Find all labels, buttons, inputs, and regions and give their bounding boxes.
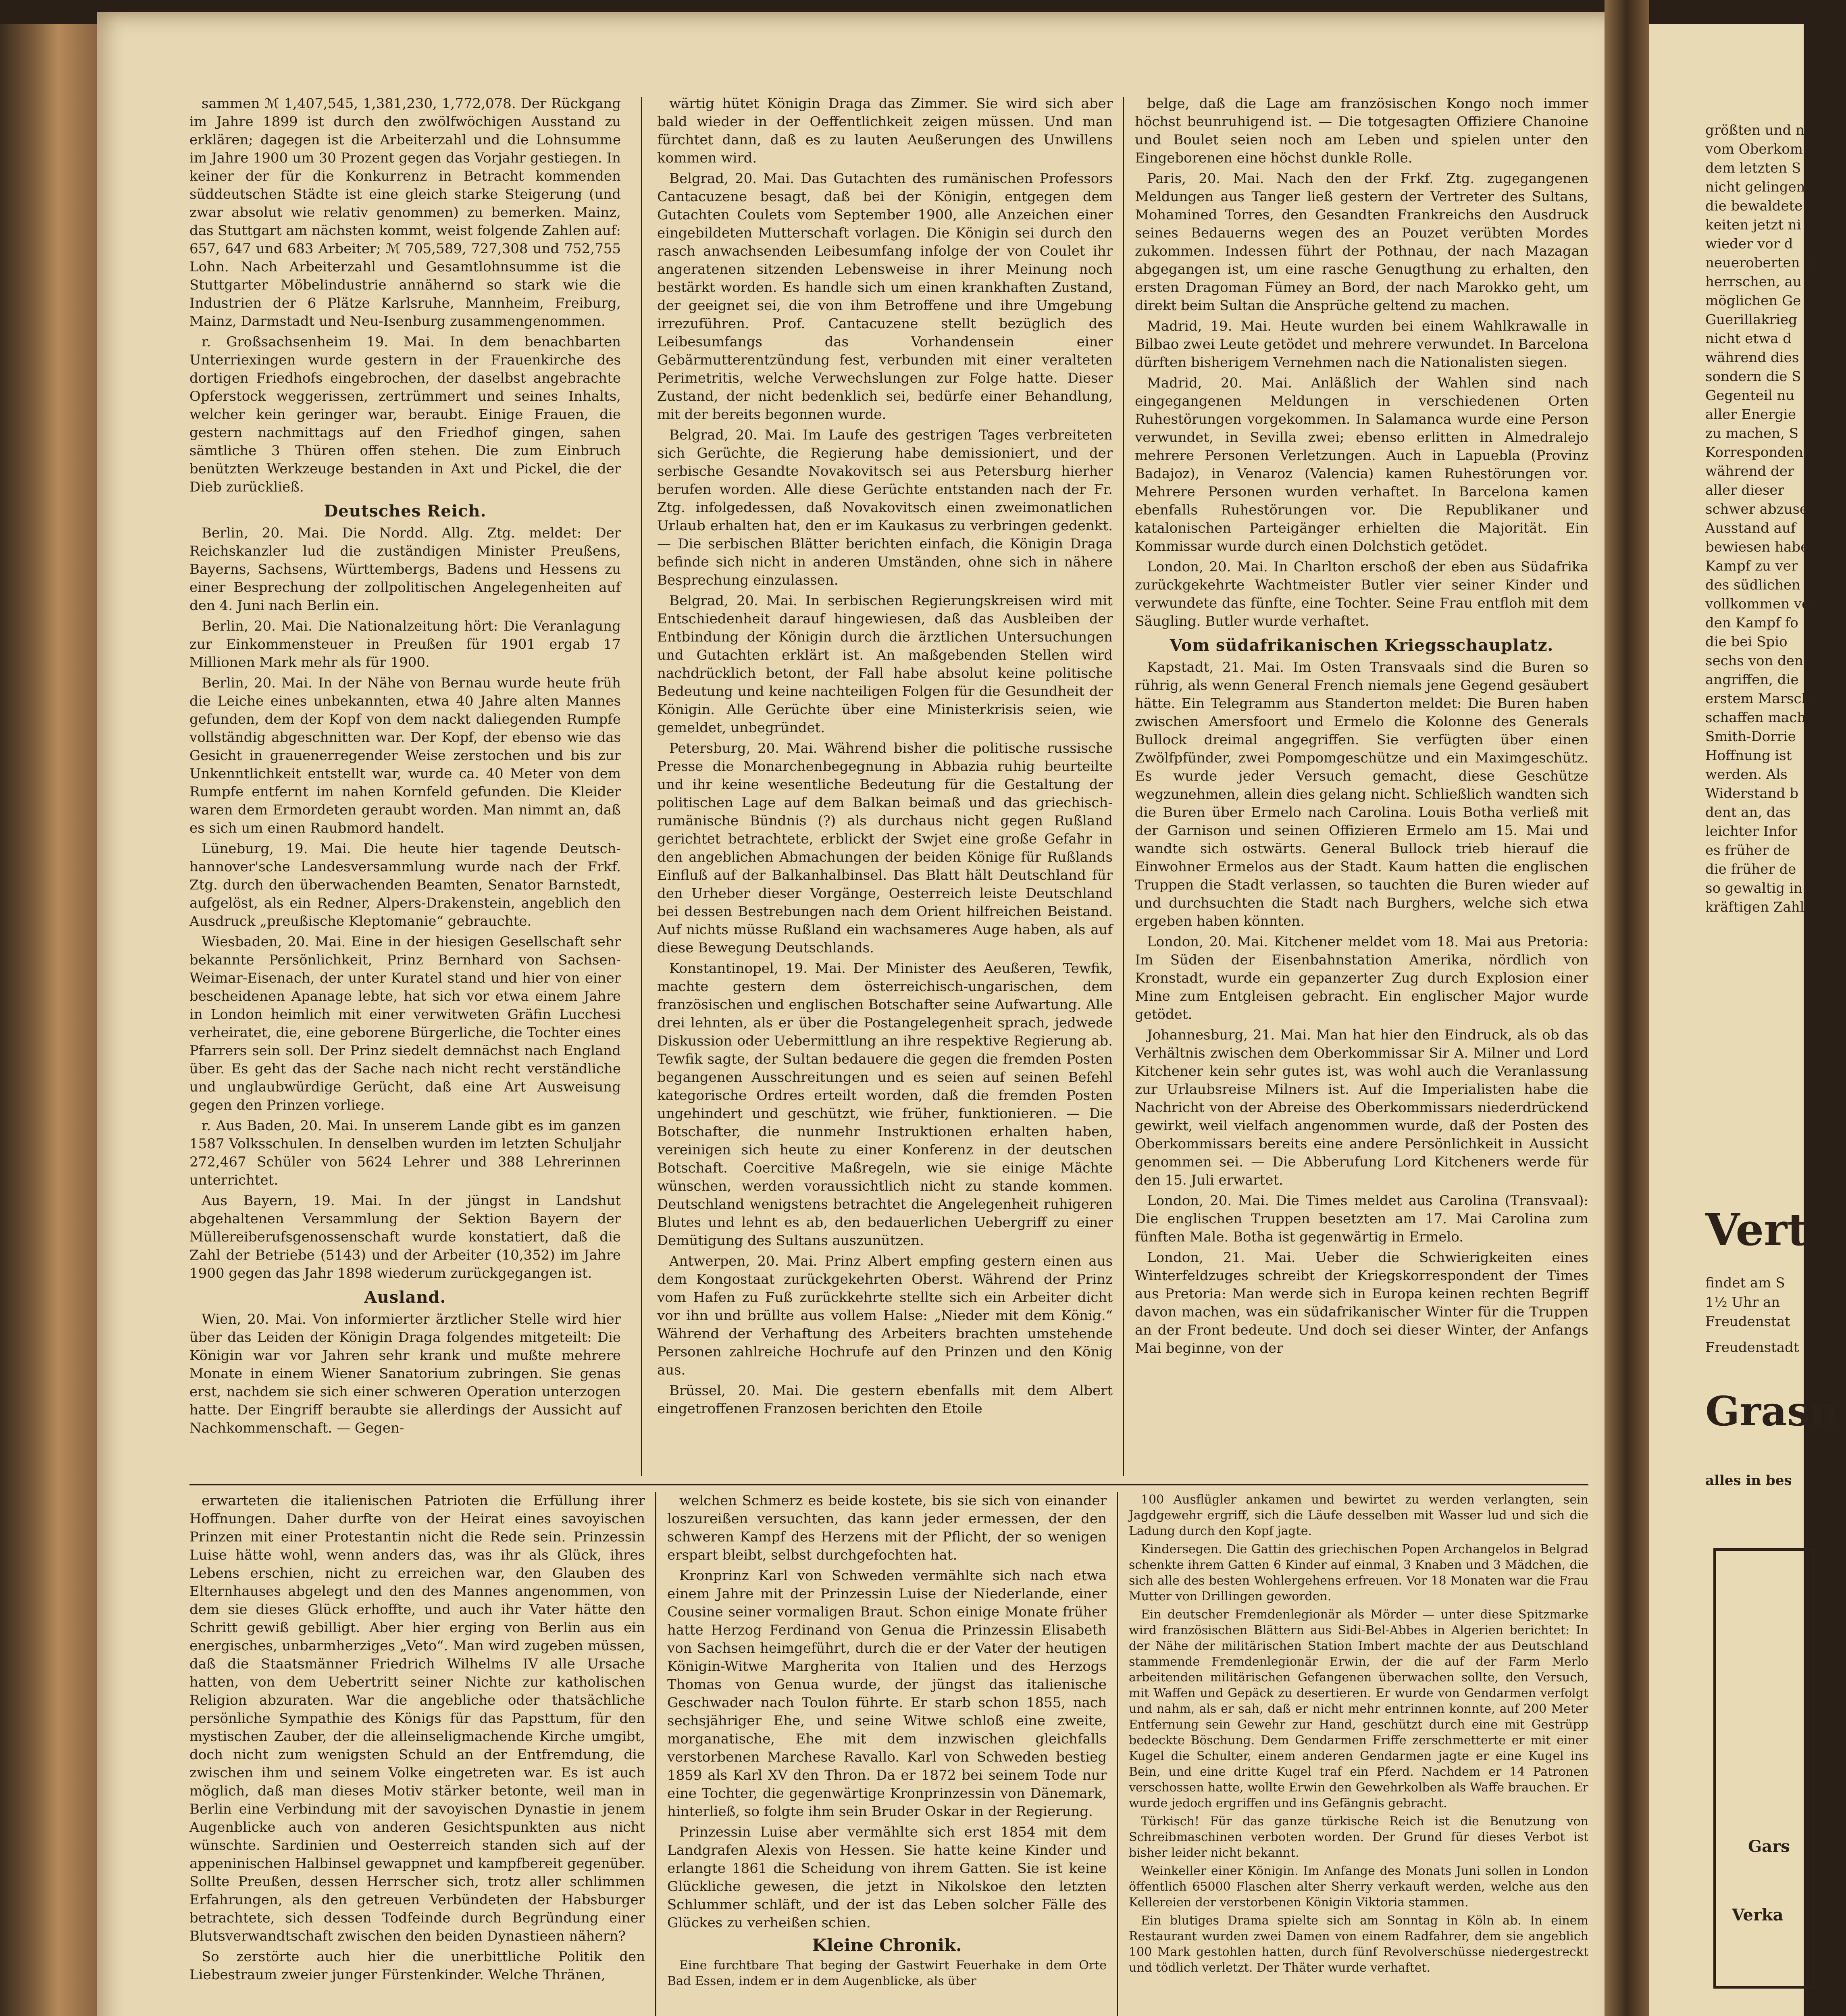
next-page-text-line: Ausstand auf <box>1705 520 1796 536</box>
paragraph: Eine furchtbare That beging der Gastwirt Feuerhake in dem Orte Bad Essen, indem er in dem Augenblicke, als über <box>667 1958 1107 1988</box>
paragraph: Brüssel, 20. Mai. Die gestern ebenfalls mit dem Albert eingetroffenen Franzosen berichten den Etoile <box>657 1383 1113 1417</box>
book-gutter <box>1605 0 1649 2016</box>
next-page-text-line: schaffen mach <box>1705 710 1806 726</box>
column-upper-left <box>189 95 621 1474</box>
next-page-text-line: herrschen, au <box>1705 274 1802 290</box>
paragraph: Belgrad, 20. Mai. In serbischen Regierungskreisen wird mit Entschiedenheit darauf hingewiesen, daß das Ausbleiben der Entbindung der Königin durch die ärztlichen Untersuchungen und Gutachten erklärt ist. An maßgebenden Stellen wird nachdrücklich betont, der Fall habe absolut keine politische Bedeutung und keine nachteiligen Folgen für die Gesundheit der Königin. Alle Gerüchte über eine Ministerkrisis seien, wie gemeldet, unbegründet. <box>657 593 1113 736</box>
next-page-text-line: Kampf zu ver <box>1705 558 1798 574</box>
next-page-text-line: nicht gelingen <box>1705 179 1805 195</box>
next-page-text-line: dem letzten S <box>1705 160 1801 176</box>
next-page-text-line: Guerillakrieg <box>1705 312 1797 328</box>
next-page-text-line: des südlichen <box>1705 577 1800 593</box>
paragraph: Petersburg, 20. Mai. Während bisher die politische russische Presse die Monarchenbegegnung in Abbazia ruhig beurteilte und ihr keine wesentliche Bedeutung für die Gestaltung der politischen Lage auf dem Balkan beimaß und das griechisch-rumänische Bündnis (?) als durchaus nicht gegen Rußland gerichtet betrachtete, erblickt der Swjet eine große Gefahr in den angeblichen Abmachungen der beiden Könige für Rußlands Einfluß auf der Balkanhalbinsel. Das Blatt hält Deutschland für den Urheber dieser Vorgänge, Oesterreich leiste Deutschland bei dessen Bestrebungen nach dem Orient hilfreichen Beistand. Auf nichts müsse Rußland ein wachsameres Auge haben, als auf diese Bewegung Deutschlands. <box>657 740 1113 956</box>
paragraph: Belgrad, 20. Mai. Das Gutachten des rumänischen Professors Cantacuzene besagt, daß bei der Königin, entgegen dem Gutachten Coulets vom September 1900, alle Anzeichen einer eingebildeten Mutterschaft vorlagen. Die Königin sei durch den rasch anwachsenden Leibesumfang infolge der von Coulet ihr angeratenen sitzenden Lebensweise in ihrer Meinung noch bestärkt worden. Es handle sich um einen krankhaften Zustand, der geeignet sei, die von ihm Betroffene und ihre Umgebung irrezuführen. Prof. Cantacuzene stellt bezüglich des Leibesumfangs das Vorhandensein einer Gebärmutterentzündung fest, verbunden mit einer veralteten Perimetritis, welche Verwechslungen zur Folge hatte. Dieser Zustand, der nicht bedenklich sei, bedürfe einer Behandlung, mit der bereits begonnen wurde. <box>657 171 1113 423</box>
next-page-text-line: es früher de <box>1705 842 1790 858</box>
paragraph: Berlin, 20. Mai. Die Nationalzeitung hört: Die Veranlagung zur Einkommensteuer in Preußen für 1901 ergab 17 Millionen Mark mehr als für 1900. <box>189 618 621 671</box>
column-rule <box>641 97 642 1476</box>
paragraph: erwarteten die italienischen Patrioten die Erfüllung ihrer Hoffnungen. Daher durfte von der Heirat eines savoyischen Prinzen mit einer Protestantin nicht die Rede sein. Prinzessin Luise hätte wohl, wenn anders das, was ihr als Glück, ihres Lebens erschien, nicht zu erreichen war, den Glauben des Elternhauses abgelegt und den des Mannes angenommen, von dem sie dieses Glück erhoffte, und auch ihr Vater hätte den Schritt gewiß gebilligt. Aber hier erging von Berlin aus ein energisches, unbarmherziges „Veto“. Man wird zugeben müssen, daß die Staatsmänner Friedrich Wilhelms IV alle Ursache hatten, von dem Uebertritt seiner Nichte zur katholischen Religion abzuraten. War die angebliche oder thatsächliche persönliche Sympathie des Königs für das Papsttum, für den mystischen Zauber, der die alleinseligmachende Kirche umgibt, doch nicht zum wenigsten Schuld an der Entfremdung, die zwischen ihm und seinem Volke eingetreten war. Es ist auch möglich, daß man dieses Motiv stärker betonte, weil man in Berlin eine Verbindung mit der savoyischen Dynastie in jenem Augenblicke auch von anderen Gesichtspunkten aus nicht wünschte. Sardinien und Oesterreich standen sich auf der appeninischen Halbinsel gewappnet und kampfbereit gegenüber. Sollte Preußen, dessen Herrscher sich, trotz aller schlimmen Erfahrungen, als den getreuen Verbündeten der Habsburger betrachtete, sich dessen Todfeinde durch Begründung einer Blutsverwandtschaft zwischen den beiden Dynastieen nähern? <box>189 1493 645 1944</box>
paragraph: Aus Bayern, 19. Mai. In der jüngst in Landshut abgehaltenen Versammlung der Sektion Bayern der Müllereiberufsgenossenschaft wurde konstatiert, daß die Zahl der Betriebe (5143) und der Arbeiter (10,352) im Jahre 1900 gegen das Jahr 1898 wiederum zurückgegangen ist. <box>189 1193 621 1281</box>
next-page-text-line: so gewaltig in <box>1705 880 1802 896</box>
column-rule <box>1117 1492 1118 2016</box>
next-page-notice-line: findet am S <box>1705 1275 1785 1291</box>
next-page-text-line: erstem Marsch <box>1705 691 1811 707</box>
next-page-text-line: zu machen, S <box>1705 425 1798 442</box>
section-heading-reich: Deutsches Reich. <box>324 502 487 521</box>
paragraph: Kronprinz Karl von Schweden vermählte sich nach etwa einem Jahre mit der Prinzessin Luise der Niederlande, einer Cousine seiner vormaligen Braut. Schon einige Monate früher hatte Herzog Ferdinand von Genua die Prinzessin Elisabeth von Sachsen heimgeführt, durch die er der Vater der heutigen Königin-Witwe Margherita von Italien und des Herzogs Thomas von Genua wurde, der jüngst das italienische Geschwader nach Toulon führte. Er starb schon 1855, nach sechsjähriger Ehe, und seine Witwe schloß eine zweite, morganatische, Ehe mit dem inzwischen gleichfalls verstorbenen Marchese Ravallo. Karl von Schweden bestieg 1859 als Karl XV den Thron. Da er 1872 bei seinem Tode nur eine Tochter, die gegenwärtige Kronprinzessin von Dänemark, hinterließ, so folgte ihm sein Bruder Oskar in der Regierung. <box>667 1568 1107 1820</box>
paragraph: Belgrad, 20. Mai. Im Laufe des gestrigen Tages verbreiteten sich Gerüchte, die Regierung habe demissioniert, und der serbische Gesandte Novakovitsch sei aus Petersburg hierher berufen worden. Alle diese Gerüchte entstanden nach der Fr. Ztg. infolgedessen, daß Novakovitsch einen zweimonatlichen Urlaub erhalten hat, den er im Kaukasus zu verbringen gedenkt. — Die serbischen Blätter berichten einfach, die Königin Draga befinde sich nicht in anderen Umständen, ohne sich in nähere Besprechung einzulassen. <box>657 427 1113 588</box>
paragraph: London, 21. Mai. Ueber die Schwierigkeiten eines Winterfeldzuges schreibt der Kriegskorrespondent der Times aus Pretoria: Man werde sich in Europa keinen rechten Begriff davon machen, was ein südafrikanischer Winter für die Truppen an der Front bedeute. Und doch sei dieser Winter, der Anfangs Mai beginne, von der <box>1135 1250 1588 1356</box>
next-page-text-line: sondern die S <box>1705 369 1801 385</box>
next-page-text-line: leichter Infor <box>1705 823 1798 839</box>
paragraph: London, 20. Mai. Kitchener meldet vom 18. Mai aus Pretoria: Im Süden der Eisenbahnstation Amerika, nördlich von Kronstadt, wurde ein gepanzerter Zug durch Explosion einer Mine zum Entgleisen gebracht. Ein englischer Major wurde getödet. <box>1135 934 1588 1023</box>
column-lower-middle <box>667 1492 1107 2016</box>
paragraph: Paris, 20. Mai. Nach den der Frkf. Ztg. zugegangenen Meldungen aus Tanger ließ gestern der Vertreter des Sultans, Mohamined Torres, den Gesandten Frankreichs den Ausdruck seines Bedauerns wegen des an Pouzet verübten Mordes zukommen. Indessen führt der Pothnau, der nach Mazagan abgegangen ist, um eine rasche Genugthung zu erhalten, den ersten Dragoman Fümey an Bord, der nach Marokko geht, um direkt beim Sultan die Ansprüche geltend zu machen. <box>1135 171 1588 314</box>
paragraph: Madrid, 19. Mai. Heute wurden bei einem Wahlkrawalle in Bilbao zwei Leute getödet und mehrere verwundet. In Barcelona dürften bisherigem Vernehmen nach die Nationalisten siegen. <box>1135 318 1588 371</box>
next-page-text-line: Gegenteil nu <box>1705 387 1795 404</box>
paragraph: Madrid, 20. Mai. Anläßlich der Wahlen sind nach eingegangenen Meldungen in verschiedenen Orten Ruhestörungen vorgekommen. In Salamanca wurde eine Person verwundet, in Sevilla zwei; ebenso erlitten in Almedralejo mehrere Personen Verletzungen. Auch in Lapuebla (Provinz Badajoz), in Venaroz (Valencia) kamen Ruhestörungen vor. Mehrere Personen wurden verhaftet. In Barcelona kamen ebenfalls Ruhestörungen vor. Die Republikaner und katalonischen Parteigänger erhielten die Majorität. Ein Kommissar wurde durch einen Dolchstich getödet. <box>1135 375 1588 554</box>
next-page-text-line: möglichen Ge <box>1705 293 1801 309</box>
next-page-text-line: Widerstand b <box>1705 785 1798 802</box>
next-page-ad-label-2: Verka <box>1732 1906 1784 1924</box>
next-page-text-line: die früher de <box>1705 861 1796 877</box>
next-page-text-line: vom Oberkom <box>1705 141 1803 157</box>
next-page-text-line: aller dieser <box>1705 482 1784 498</box>
next-page-text-line: kräftigen Zahl <box>1705 899 1804 915</box>
paragraph: belge, daß die Lage am französischen Kongo noch immer höchst beunruhigend ist. — Die totgesagten Offiziere Chanoine und Boulet seien noch am Leben und spielen unter den Eingeborenen eine höchst dunkle Rolle. <box>1135 96 1588 166</box>
paragraph: Kapstadt, 21. Mai. Im Osten Transvaals sind die Buren so rührig, als wenn General French niemals jene Gegend gesäubert hätte. Ein Telegramm aus Standerton meldet: Die Buren haben zwischen Amersfoort und Ermelo die Kolonne des Generals Bullock dreimal angegriffen. Sie verfügten über einen Zwölfpfünder, zwei Pompomgeschütze und ein Maximgeschütz. Es wurde jeder Versuch gemacht, diese Geschütze wegzunehmen, allein dies gelang nicht. Schließlich wandten sich die Buren über Ermelo nach Carolina. Louis Botha verließ mit der Garnison und seinen Offizieren Ermelo am 15. Mai und wandte sich ostwärts. General Bullock trieb hierauf die Einwohner Ermelos aus der Stadt. Kaum hatten die englischen Truppen die Stadt verlassen, so tauchten die Buren wieder auf und durchsuchten die Stadt nach Burghers, welche sich etwa ergeben haben könnten. <box>1135 659 1588 929</box>
paragraph: Ein blutiges Drama spielte sich am Sonntag in Köln ab. In einem Restaurant wurden zwei Damen von einem Radfahrer, dem sie angeblich 100 Mark gestohlen hatten, durch fünf Revolverschüsse niedergestreckt und tödlich verletzt. Der Thäter wurde verhaftet. <box>1129 1914 1588 1975</box>
paragraph: sammen ℳ 1,407,545, 1,381,230, 1,772,078. Der Rückgang im Jahre 1899 ist durch den zwölfwöchigen Ausstand zu erklären; dagegen ist die Arbeiterzahl und die Lohnsumme im Jahre 1900 um 30 Prozent gegen das Vorjahr gestiegen. In keiner der für die Konkurrenz in Betracht kommenden süddeutschen Städte ist eine gleich starke Steigerung (und zwar absolut wie relativ genommen) zu bemerken. Mainz, das Stuttgart am nächsten kommt, weist folgende Zahlen auf: 657, 647 und 683 Arbeiter; ℳ 705,589, 727,308 und 752,755 Lohn. Nach Arbeiterzahl und Gesamtlohnsumme ist die Stuttgarter Möbelindustrie annähernd so stark wie die Industrien der 6 Plätze Karlsruhe, Mannheim, Freiburg, Mainz, Darmstadt und Neu-Isenburg zusammengenommen. <box>189 96 621 329</box>
section-heading-chronik: Kleine Chronik. <box>812 1935 962 1955</box>
section-heading-krieg: Vom südafrikanischen Kriegsschauplatz. <box>1170 636 1554 655</box>
next-page-text-line: während der <box>1705 463 1794 479</box>
next-page-text-line: wieder vor d <box>1705 236 1793 252</box>
paragraph: Weinkeller einer Königin. Im Anfange des Monats Juni sollen in London öffentlich 65000 Flaschen alter Sherry verkauft werden, welche aus den Kellereien der verstorbenen Königin Viktoria stammen. <box>1129 1864 1588 1910</box>
paragraph: London, 20. Mai. Die Times meldet aus Carolina (Transvaal): Die englischen Truppen besetzten am 17. Mai Carolina zum fünften Male. Botha ist gegenwärtig in Ermelo. <box>1135 1193 1588 1245</box>
next-page-notice-line: 1½ Uhr an <box>1705 1294 1780 1310</box>
next-page-notice-line: Freudenstadt <box>1705 1339 1799 1356</box>
section-heading-ausland: Ausland. <box>364 1288 446 1307</box>
next-page-text-line: nicht etwa d <box>1705 331 1792 347</box>
next-page-text-line: während dies <box>1705 350 1799 366</box>
paragraph: r. Großsachsenheim 19. Mai. In dem benachbarten Unterriexingen wurde gestern in der Frauenkirche des dortigen Friedhofs eingebrochen, der daselbst angebrachte Opferstock weggerissen, zertrümmert und seines Inhalts, welcher kein geringer war, beraubt. Einige Frauen, die gestern nachmittags auf den Friedhof gingen, sahen sämtliche 3 Thüren offen stehen. Die zum Einbruch benützten Werkzeuge bestanden in Axt und Pickel, die der Dieb zurückließ. <box>189 334 621 495</box>
paragraph: Wiesbaden, 20. Mai. Eine in der hiesigen Gesellschaft sehr bekannte Persönlichkeit, Prinz Bernhard von Sachsen-Weimar-Eisenach, der unter Kuratel stand und hier von einer bescheidenen Apanage lebte, hat sich vor etwa einem Jahre in London heimlich mit einer verwitweten Gräfin Lucchesi verheiratet, die, eine geborene Bürgerliche, die Tochter eines Pfarrers sein soll. Der Prinz siedelt demnächst nach England über. Es geht das der Sache nach nicht recht verständliche und unglaubwürdige Gerücht, daß eine Art Ausweisung gegen den Prinzen vorliege. <box>189 934 621 1113</box>
next-page-text-line: größten und n <box>1705 122 1804 138</box>
next-page-text-line: dent an, das <box>1705 804 1791 821</box>
paragraph: London, 20. Mai. In Charlton erschoß der eben aus Südafrika zurückgekehrte Wachtmeister Butler vier seiner Kinder und verwundete das fünfte, eine Tochter. Seine Frau entfloh mit dem Säugling. Butler wurde verhaftet. <box>1135 559 1588 629</box>
next-page-text-line: den Kampf fo <box>1705 615 1798 631</box>
paragraph: 100 Ausflügler ankamen und bewirtet zu werden verlangten, sein Jagdgewehr ergriff, sich die Läufe desselben mit Wasser lud und sich die Ladung durch den Kopf jagte. <box>1129 1493 1588 1538</box>
next-page-text-line: neueroberten G <box>1705 255 1815 271</box>
paragraph: Konstantinopel, 19. Mai. Der Minister des Aeußeren, Tewfik, machte gestern dem österreichisch-ungarischen, dem französischen und englischen Botschafter seine Aufwartung. Alle drei lehnten, als er über die Postangelegenheit sprach, jedwede Diskussion oder Uebermittlung an ihre respektive Regierung ab. Tewfik sagte, der Sultan bedauere die gegen die fremden Posten begangenen Ausschreitungen und es seien auf seinen Befehl kategorische Ordres erteilt worden, daß die fremden Posten ungehindert und geschützt, wie früher, funktionieren. — Die Botschafter, die nunmehr Instruktionen erhalten haben, vereinigen sich heute zu einer Konferenz in der deutschen Botschaft. Coercitive Maßregeln, wie sie einige Mächte wünschen, werden voraussichtlich nicht zu stande kommen. Deutschland wenigstens betrachtet die Angelegenheit ruhigeren Blutes und lehnt es ab, den bedauerlichen Uebergriff zu einer Demütigung des Sultans auszunützen. <box>657 960 1113 1249</box>
paragraph: Kindersegen. Die Gattin des griechischen Popen Archangelos in Belgrad schenkte ihrem Gatten 6 Kinder auf einmal, 3 Knaben und 3 Mädchen, die sich alle des besten Wohlergehens erfreuen. Vor 18 Monaten war die Frau Mutter von Drillingen geworden. <box>1129 1542 1588 1604</box>
paragraph: Türkisch! Für das ganze türkische Reich ist die Benutzung von Schreibmaschinen verboten worden. Der Grund für dieses Verbot ist bisher leider nicht bekannt. <box>1129 1814 1588 1860</box>
column-upper-right <box>1135 95 1588 1474</box>
next-page-ad-box <box>1713 1548 1815 1989</box>
next-page-headline-2: Grasn <box>1705 1387 1839 1435</box>
next-page-text-line: Smith-Dorrie <box>1705 729 1796 745</box>
next-page-text-line: die bewaldete <box>1705 198 1803 214</box>
next-page-text-line: keiten jetzt ni <box>1705 217 1801 233</box>
paragraph: Lüneburg, 19. Mai. Die heute hier tagende Deutsch-hannover'sche Landesversammlung wurde nach der Frkf. Ztg. durch den überwachenden Beamten, Senator Barnstedt, aufgelöst, als ein Redner, Alpers-Drakenstein, angeblich den Ausdruck „preußische Kleptomanie“ gebrauchte. <box>189 841 621 929</box>
next-page-text-line: angriffen, die <box>1705 672 1799 688</box>
next-page-text-column <box>1705 121 1815 917</box>
next-page-ad-label: Gars <box>1748 1837 1790 1856</box>
column-lower-left <box>189 1492 645 2016</box>
next-page-fragment <box>1649 24 1839 2016</box>
paragraph: Prinzessin Luise aber vermählte sich erst 1854 mit dem Landgrafen Alexis von Hessen. Sie hatte keine Kinder und erlangte 1861 die Scheidung von ihrem Gatten. Sie ist keine Glückliche gewesen, die jetzt in Nikolskoe den letzten Schlummer schläft, und der ist das Leben solcher Fälle des Glückes zu verheißen schien. <box>667 1824 1107 1931</box>
next-page-text-line: Korrespondent <box>1705 444 1809 460</box>
horizontal-rule <box>189 1484 1588 1485</box>
next-page-notice-line: alles in bes <box>1705 1472 1792 1489</box>
column-lower-right <box>1129 1492 1588 2016</box>
next-page-text-line: sechs von den <box>1705 653 1803 669</box>
column-rule <box>655 1492 656 2016</box>
next-page-notice-line: Freudenstat <box>1705 1314 1790 1330</box>
next-page-headline: Vert <box>1705 1204 1808 1256</box>
book-spine-edge <box>0 24 97 2016</box>
paragraph: Ein deutscher Fremdenlegionär als Mörder — unter diese Spitzmarke wird französischen Blättern aus Sidi-Bel-Abbes in Algerien berichtet: In der Nähe der militärischen Station Imbert machte der aus Deutschland stammende Fremdenlegionär Erwin, der die auf der Farm Merlo arbeitenden militärischen Gefangenen überwachen sollte, den Versuch, mit Waffen und Gepäck zu desertieren. Er wurde von Gendarmen verfolgt und nahm, als er sah, daß er nicht mehr entrinnen konnte, auf 200 Meter Entfernung sein Gewehr zur Hand, geschützt durch eine mit Gestrüpp bedeckte Böschung. Dem Gendarmen Friffe zerschmetterte er mit einer Kugel die Schulter, einem anderen Gendarmen jagte er eine Kugel ins Bein, und eine dritte Kugel traf ein Pferd. Nachdem er 14 Patronen verschossen hatte, wollte Erwin den Gewehrkolben als Waffe brauchen. Er wurde jedoch ergriffen und ins Gefängnis gebracht. <box>1129 1608 1588 1810</box>
next-page-text-line: werden. Als <box>1705 766 1788 783</box>
next-page-text-line: Hoffnung ist <box>1705 748 1792 764</box>
next-page-text-line: vollkommen ve <box>1705 596 1810 612</box>
next-page-text-line: bewiesen habe <box>1705 539 1809 555</box>
paragraph: welchen Schmerz es beide kostete, bis sie sich von einander loszureißen versuchten, das kann jeder ermessen, der den schweren Kampf des Herzens mit der Pflicht, der so wenigen erspart bleibt, selbst durchgefochten hat. <box>667 1493 1107 1563</box>
paragraph: Johannesburg, 21. Mai. Man hat hier den Eindruck, als ob das Verhältnis zwischen dem Oberkommissar Sir A. Milner und Lord Kitchener kein sehr gutes ist, was wohl auch die Veranlassung zur Urlaubsreise Milners ist. Auf die Imperialisten habe die Nachricht von der Abreise des Oberkommissars niederdrückend gewirkt, weil vielfach angenommen wurde, daß der Posten des Oberkommissars bereits eine andere Persönlichkeit in Aussicht genommen sei. — Die Abberufung Lord Kitcheners werde für den 15. Juli erwartet. <box>1135 1027 1588 1188</box>
paragraph: So zerstörte auch hier die unerbittliche Politik den Liebestraum zweier junger Fürstenkinder. Welche Thränen, <box>189 1949 645 1983</box>
next-page-text-line: schwer abzuse <box>1705 501 1808 517</box>
next-page-text-line: aller Energie <box>1705 406 1796 423</box>
paragraph: Berlin, 20. Mai. Die Nordd. Allg. Ztg. meldet: Der Reichskanzler lud die zuständigen Minister Preußens, Bayerns, Sachsens, Württembergs, Badens und Hessens zu einer Besprechung der zollpolitischen Angelegenheiten auf den 4. Juni nach Berlin ein. <box>189 525 621 614</box>
next-page-text-line: die bei Spio <box>1705 634 1788 650</box>
column-upper-middle <box>657 95 1113 1474</box>
paragraph: r. Aus Baden, 20. Mai. In unserem Lande gibt es im ganzen 1587 Volksschulen. In denselben wurden im letzten Schuljahr 272,467 Schüler von 5624 Lehrer und 388 Lehrerinnen unterrichtet. <box>189 1118 621 1188</box>
paragraph: wärtig hütet Königin Draga das Zimmer. Sie wird sich aber bald wieder in der Oeffentlichkeit zeigen müssen. Und man fürchtet dann, daß es zu lauten Aeußerungen des Unwillens kommen wird. <box>657 96 1113 166</box>
paragraph: Wien, 20. Mai. Von informierter ärztlicher Stelle wird hier über das Leiden der Königin Draga folgendes mitgeteilt: Die Königin war vor Jahren sehr krank und mußte mehrere Monate in einem Wiener Sanatorium zubringen. Sie genas erst, nachdem sie sich einer schweren Operation unterzogen hatte. Der Eingriff beraubte sie allerdings der Aussicht auf Nachkommenschaft. — Gegen- <box>189 1311 621 1436</box>
paragraph: Berlin, 20. Mai. In der Nähe von Bernau wurde heute früh die Leiche eines unbekannten, etwa 40 Jahre alten Mannes gefunden, dem der Kopf von dem nackt daliegenden Rumpfe vollständig abgeschnitten war. Der Kopf, der ebenso wie das Gesicht in grauenerregender Weise zerstochen und bis zur Unkenntlichkeit entstellt war, wurde ca. 40 Meter von dem Rumpfe entfernt im nahen Kornfeld gefunden. Die Kleider waren dem Ermordeten geraubt worden. Man nimmt an, daß es sich um einen Raubmord handelt. <box>189 675 621 836</box>
paragraph: Antwerpen, 20. Mai. Prinz Albert empfing gestern einen aus dem Kongostaat zurückgekehrten Oberst. Während der Prinz vom Hafen zu Fuß zurückkehrte stellte sich ein Arbeiter dicht vor ihn und brüllte aus vollem Halse: „Nieder mit dem König.“ Während der Verhaftung des Arbeiters brachten umstehende Personen zahlreiche Hochrufe auf den Prinzen und den König aus. <box>657 1253 1113 1378</box>
column-rule <box>1123 97 1124 1476</box>
